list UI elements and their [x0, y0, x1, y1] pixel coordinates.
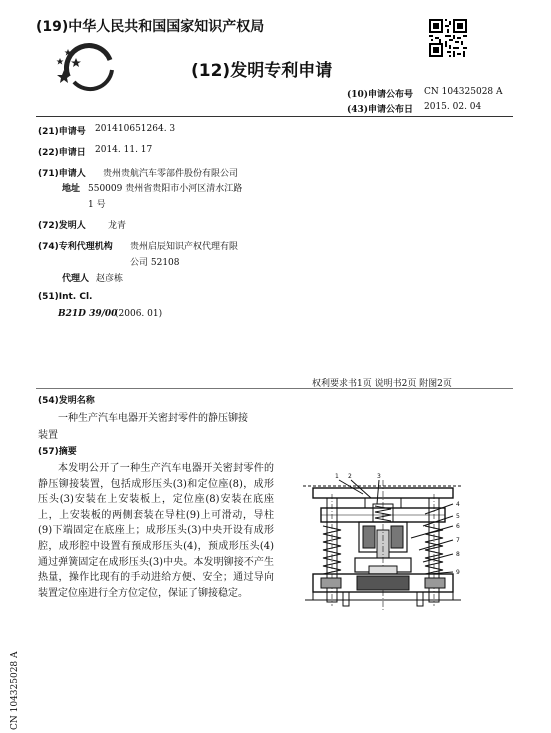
header-rule — [36, 116, 513, 117]
inventor-name: 龙青 — [108, 221, 127, 231]
publication-date: 2015. 02. 04 — [424, 102, 482, 112]
applicant-name: 贵州贵航汽车零部件股份有限公司 — [103, 169, 239, 179]
title-label: (54)发明名称 — [38, 396, 95, 406]
publication-number: CN 104325028 A — [424, 87, 503, 97]
publication-number-label: (10)申请公布号 — [347, 90, 414, 100]
section-rule — [36, 388, 513, 389]
publication-date-label: (43)申请公布日 — [347, 105, 414, 115]
int-cl-label: (51)Int. Cl. — [38, 292, 93, 302]
page-counts: 权利要求书1页 说明书2页 附图2页 — [312, 379, 452, 389]
application-date: 2014. 11. 17 — [95, 145, 153, 155]
address-line-2: 1 号 — [88, 200, 106, 210]
figure-label: 6 — [456, 523, 460, 530]
address-line-1: 550009 贵州省贵阳市小河区清水江路 — [88, 184, 243, 194]
qr-code — [429, 19, 467, 57]
figure-label: 3 — [377, 473, 381, 480]
abstract-label: (57)摘要 — [38, 447, 77, 457]
abstract-text: 本发明公开了一种生产汽车电器开关密封零件的静压铆接装置，包括成形压头(3)和定位座(8)，成形压头(3)安装在上安装板上，定位座(8)安装在底座上，上安装板的两侧套装在导柱(9)上可滑动，导柱(9)下端固定在底座上；成形压头(3)中央开设有成形腔，成形腔中设置有预成形压头(4)，预成形压头(4)通过弹簧固定在成形压头(3)中央。本发明铆接不产生热量，操作比现有的手动进给方便、安全；通过导向装置定位座进行全方位定位，保证了铆接稳定。 — [38, 463, 274, 599]
figure-label: 8 — [456, 551, 460, 558]
int-cl-version: (2006. 01) — [115, 309, 163, 319]
side-publication-number: CN 104325028 A — [10, 651, 20, 730]
figure-label: 4 — [456, 501, 460, 508]
application-number: 201410651264. 3 — [95, 124, 176, 134]
figure-label: 9 — [456, 569, 460, 576]
figure-label: 1 — [335, 473, 339, 480]
figure-label: 7 — [456, 537, 460, 544]
riveting-device-figure — [293, 470, 473, 616]
inventor-label: (72)发明人 — [38, 221, 86, 231]
agency-label: (74)专利代理机构 — [38, 242, 113, 252]
application-date-label: (22)申请日 — [38, 148, 86, 158]
agency-line-1: 贵州启辰知识产权代理有限 — [130, 242, 239, 252]
invention-title-line-2: 装置 — [38, 430, 58, 441]
applicant-label: (71)申请人 — [38, 169, 86, 179]
cnipa-logo — [54, 40, 118, 92]
application-number-label: (21)申请号 — [38, 127, 86, 137]
figure-label: 2 — [348, 473, 352, 480]
int-cl-code: B21D 39/00 — [58, 309, 118, 319]
invention-title-line-1: 一种生产汽车电器开关密封零件的静压铆接 — [58, 413, 248, 424]
agent-name: 赵彦栋 — [96, 274, 124, 284]
address-label: 地址 — [62, 184, 81, 194]
document-type: (12)发明专利申请 — [191, 61, 333, 81]
agency-line-2: 公司 52108 — [130, 258, 180, 268]
office-name: (19)中华人民共和国国家知识产权局 — [36, 19, 265, 35]
abstract-body — [38, 461, 274, 601]
figure-label: 5 — [456, 513, 460, 520]
agent-label: 代理人 — [62, 274, 90, 284]
